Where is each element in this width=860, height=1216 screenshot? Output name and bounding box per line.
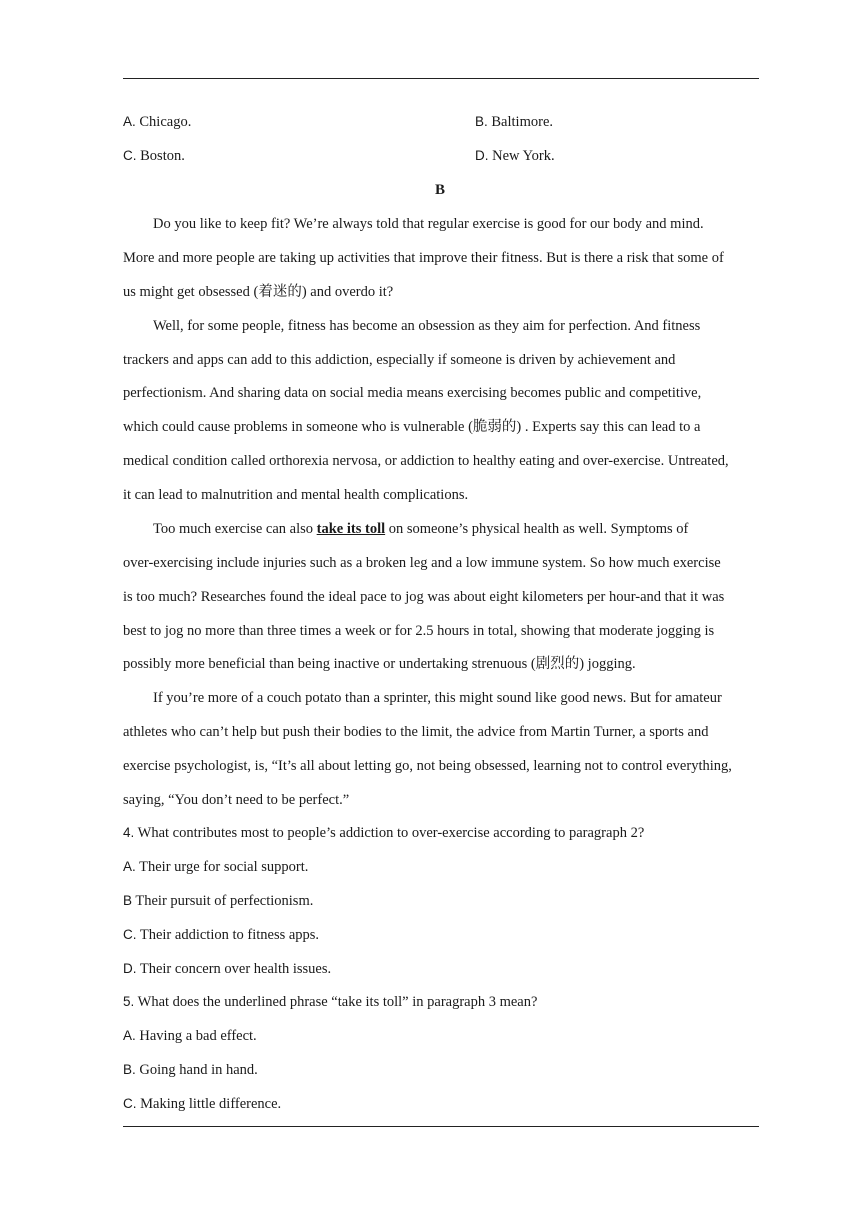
- question-4: 4. What contributes most to people’s addiction to over-exercise according to paragraph 2?: [123, 825, 645, 841]
- paragraph-2-line: medical condition called orthorexia nervosa, or addiction to healthy eating and over-exercise. Untreated,: [123, 453, 729, 469]
- paragraph-4-line: exercise psychologist, is, “It’s all about letting go, not being obsessed, learning not to control everything,: [123, 758, 732, 774]
- underlined-phrase: take its toll: [316, 521, 386, 537]
- paragraph-2-line: Well, for some people, fitness has become an obsession as they aim for perfection. And fitness: [153, 318, 701, 334]
- option-q5-b: B. Going hand in hand.: [123, 1062, 258, 1078]
- option-q4-d: D. Their concern over health issues.: [123, 961, 332, 977]
- header-rule: [123, 78, 759, 79]
- paragraph-2-line: which could cause problems in someone who is vulnerable (脆弱的) . Experts say this can lead to a: [123, 419, 701, 435]
- paragraph-1-line: More and more people are taking up activities that improve their fitness. But is there a risk that some of: [123, 250, 724, 266]
- option-q5-c: C. Making little difference.: [123, 1096, 282, 1112]
- question-5: 5. What does the underlined phrase “take its toll” in paragraph 3 mean?: [123, 994, 538, 1010]
- paragraph-4-line: saying, “You don’t need to be perfect.”: [123, 792, 350, 808]
- option-q3-c: C. Boston.: [123, 148, 185, 164]
- option-q4-b: B Their pursuit of perfectionism.: [123, 893, 314, 909]
- paragraph-1-line: Do you like to keep fit? We’re always told that regular exercise is good for our body and mind.: [153, 216, 704, 232]
- option-q5-a: A. Having a bad effect.: [123, 1028, 257, 1044]
- paragraph-3-line: Too much exercise can also take its toll on someone’s physical health as well. Symptoms of: [153, 521, 689, 537]
- paragraph-3-line: best to jog no more than three times a week or for 2.5 hours in total, showing that moderate jogging is: [123, 623, 715, 639]
- paragraph-4-line: athletes who can’t help but push their bodies to the limit, the advice from Martin Turner, a sports and: [123, 724, 709, 740]
- option-q4-c: C. Their addiction to fitness apps.: [123, 927, 320, 943]
- paragraph-3-line: over-exercising include injuries such as a broken leg and a low immune system. So how much exercise: [123, 555, 721, 571]
- footer-rule: [123, 1126, 759, 1127]
- paragraph-3-line: possibly more beneficial than being inactive or undertaking strenuous (剧烈的) jogging.: [123, 656, 636, 672]
- option-q4-a: A. Their urge for social support.: [123, 859, 309, 875]
- option-q3-d: D. New York.: [475, 148, 555, 164]
- paragraph-2-line: perfectionism. And sharing data on social media means exercising becomes public and competitive,: [123, 385, 702, 401]
- paragraph-2-line: trackers and apps can add to this addiction, especially if someone is driven by achievement and: [123, 352, 676, 368]
- paragraph-4-line: If you’re more of a couch potato than a sprinter, this might sound like good news. But for amateur: [153, 690, 722, 706]
- paragraph-2-line: it can lead to malnutrition and mental health complications.: [123, 487, 469, 503]
- paragraph-3-line: is too much? Researches found the ideal pace to jog was about eight kilometers per hour-and that it was: [123, 589, 725, 605]
- paragraph-1-line: us might get obsessed (着迷的) and overdo it?: [123, 284, 394, 300]
- option-q3-b: B. Baltimore.: [475, 114, 554, 130]
- section-heading: B: [434, 182, 445, 198]
- option-q3-a: A. Chicago.: [123, 114, 192, 130]
